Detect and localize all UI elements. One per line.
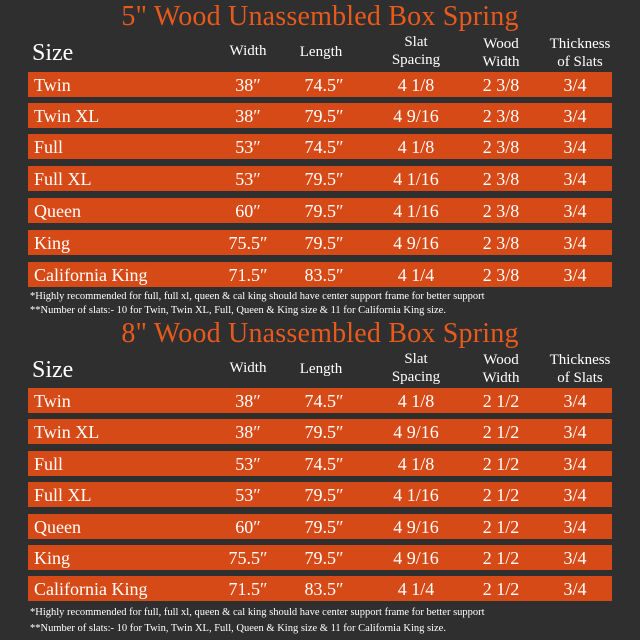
width-cell: 53″: [235, 485, 261, 505]
thickness-cell: 3/4: [563, 106, 587, 126]
wood-width-cell: 2 3/8: [482, 169, 520, 189]
thickness-cell: 3/4: [563, 579, 587, 599]
thickness-cell: 3/4: [563, 454, 587, 474]
wood-width-cell: 2 1/2: [482, 548, 520, 568]
width-cell: 75.5″: [228, 548, 268, 568]
width-cell: 38″: [235, 106, 261, 126]
length-cell: 79.5″: [304, 169, 344, 189]
length-header: Length: [299, 361, 343, 377]
width-header: Width: [229, 360, 267, 376]
table-row: [28, 451, 612, 476]
wood-width-header: [466, 35, 536, 71]
width-cell: 53″: [235, 454, 261, 474]
length-cell: 79.5″: [304, 517, 344, 537]
section-title: 8" Wood Unassembled Box Spring: [121, 318, 519, 349]
size-name-cell: Full: [34, 454, 64, 474]
table-row: [28, 545, 612, 570]
spacing-cell: 4 9/16: [393, 422, 439, 442]
length-cell: 74.5″: [304, 454, 344, 474]
section-title: 5" Wood Unassembled Box Spring: [121, 1, 519, 32]
length-cell: 79.5″: [304, 485, 344, 505]
length-cell: 74.5″: [304, 137, 344, 157]
slat-spacing-header-line2: Spacing: [391, 52, 441, 68]
slat-spacing-header-line1: Slat: [404, 351, 428, 367]
table-row: [28, 230, 612, 255]
length-cell: 79.5″: [304, 548, 344, 568]
width-cell: 75.5″: [228, 233, 268, 253]
slat-spacing-header-line2: Spacing: [391, 369, 441, 385]
table-row: [28, 72, 612, 97]
wood-width-cell: 2 1/2: [482, 454, 520, 474]
table-row: [28, 166, 612, 191]
wood-width-header-line2: Width: [482, 370, 520, 386]
size-name-cell: Twin XL: [34, 422, 100, 442]
size-name-cell: Twin: [34, 75, 71, 95]
spacing-cell: 4 9/16: [393, 106, 439, 126]
spacing-cell: 4 9/16: [393, 517, 439, 537]
size-name-cell: California King: [34, 579, 148, 599]
size-name-cell: Twin XL: [34, 106, 100, 126]
width-cell: 71.5″: [228, 265, 268, 285]
table-row: [28, 198, 612, 223]
wood-width-cell: 2 1/2: [482, 391, 520, 411]
thickness-header-line1: Thickness: [549, 352, 611, 368]
wood-width-cell: 2 1/2: [482, 517, 520, 537]
size-name-cell: California King: [34, 265, 148, 285]
thickness-header: [540, 35, 620, 71]
wood-width-header-line1: Wood: [483, 352, 519, 368]
thickness-cell: 3/4: [563, 233, 587, 253]
spacing-cell: 4 1/16: [393, 169, 439, 189]
wood-width-cell: 2 1/2: [482, 485, 520, 505]
length-cell: 83.5″: [304, 265, 344, 285]
spacing-cell: 4 1/8: [397, 75, 435, 95]
wood-width-cell: 2 1/2: [482, 579, 520, 599]
length-cell: 79.5″: [304, 106, 344, 126]
support-note: *Highly recommended for full, full xl, queen & cal king should have center support frame for better support: [30, 291, 485, 302]
table-row: [28, 262, 612, 287]
table-row: [28, 514, 612, 539]
thickness-cell: 3/4: [563, 201, 587, 221]
table-row: [28, 134, 612, 159]
spacing-cell: 4 1/16: [393, 201, 439, 221]
spacing-cell: 4 9/16: [393, 548, 439, 568]
spacing-cell: 4 1/4: [397, 265, 435, 285]
table-row: [28, 482, 612, 507]
spacing-cell: 4 1/16: [393, 485, 439, 505]
wood-width-header: [466, 351, 536, 387]
length-cell: 74.5″: [304, 75, 344, 95]
size-name-cell: Full XL: [34, 485, 92, 505]
wood-width-cell: 2 3/8: [482, 201, 520, 221]
thickness-cell: 3/4: [563, 169, 587, 189]
slat-spacing-header-line1: Slat: [404, 34, 428, 50]
width-cell: 53″: [235, 137, 261, 157]
wood-width-cell: 2 3/8: [482, 137, 520, 157]
thickness-cell: 3/4: [563, 75, 587, 95]
table-row: [28, 103, 612, 128]
spacing-cell: 4 1/8: [397, 454, 435, 474]
slat-spacing-header: [378, 350, 454, 386]
table-row: [28, 419, 612, 444]
thickness-header: [540, 351, 620, 387]
thickness-cell: 3/4: [563, 137, 587, 157]
thickness-header-line1: Thickness: [549, 36, 611, 52]
thickness-cell: 3/4: [563, 265, 587, 285]
wood-width-cell: 2 1/2: [482, 422, 520, 442]
wood-width-cell: 2 3/8: [482, 75, 520, 95]
width-cell: 38″: [235, 75, 261, 95]
width-header: Width: [229, 43, 267, 59]
thickness-cell: 3/4: [563, 391, 587, 411]
size-name-cell: Queen: [34, 201, 81, 221]
thickness-cell: 3/4: [563, 517, 587, 537]
length-cell: 83.5″: [304, 579, 344, 599]
spacing-cell: 4 9/16: [393, 233, 439, 253]
thickness-header-line2: of Slats: [557, 54, 603, 70]
slat-spacing-header: [378, 33, 454, 69]
size-name-cell: Twin: [34, 391, 71, 411]
wood-width-header-line2: Width: [482, 54, 520, 70]
size-name-cell: King: [34, 233, 70, 253]
thickness-cell: 3/4: [563, 548, 587, 568]
width-cell: 38″: [235, 391, 261, 411]
thickness-cell: 3/4: [563, 422, 587, 442]
support-note: *Highly recommended for full, full xl, queen & cal king should have center support frame for better support: [30, 607, 485, 618]
slats-count-note: **Number of slats:- 10 for Twin, Twin XL, Full, Queen & King size & 11 for California King size.: [30, 623, 446, 634]
table-row: [28, 388, 612, 413]
thickness-cell: 3/4: [563, 485, 587, 505]
spacing-cell: 4 1/8: [397, 391, 435, 411]
spacing-cell: 4 1/8: [397, 137, 435, 157]
width-cell: 38″: [235, 422, 261, 442]
wood-width-cell: 2 3/8: [482, 265, 520, 285]
width-cell: 71.5″: [228, 579, 268, 599]
size-header: Size: [32, 40, 74, 66]
size-header: Size: [32, 357, 74, 383]
size-name-cell: Full XL: [34, 169, 92, 189]
slats-count-note: **Number of slats:- 10 for Twin, Twin XL, Full, Queen & King size & 11 for California King size.: [30, 305, 446, 316]
width-cell: 53″: [235, 169, 261, 189]
thickness-header-line2: of Slats: [557, 370, 603, 386]
spacing-cell: 4 1/4: [397, 579, 435, 599]
width-cell: 60″: [235, 517, 261, 537]
size-name-cell: Queen: [34, 517, 81, 537]
size-name-cell: King: [34, 548, 70, 568]
length-cell: 79.5″: [304, 233, 344, 253]
length-header: Length: [299, 44, 343, 60]
table-row: [28, 576, 612, 601]
wood-width-header-line1: Wood: [483, 36, 519, 52]
size-name-cell: Full: [34, 137, 64, 157]
wood-width-cell: 2 3/8: [482, 106, 520, 126]
length-cell: 74.5″: [304, 391, 344, 411]
wood-width-cell: 2 3/8: [482, 233, 520, 253]
length-cell: 79.5″: [304, 201, 344, 221]
width-cell: 60″: [235, 201, 261, 221]
length-cell: 79.5″: [304, 422, 344, 442]
